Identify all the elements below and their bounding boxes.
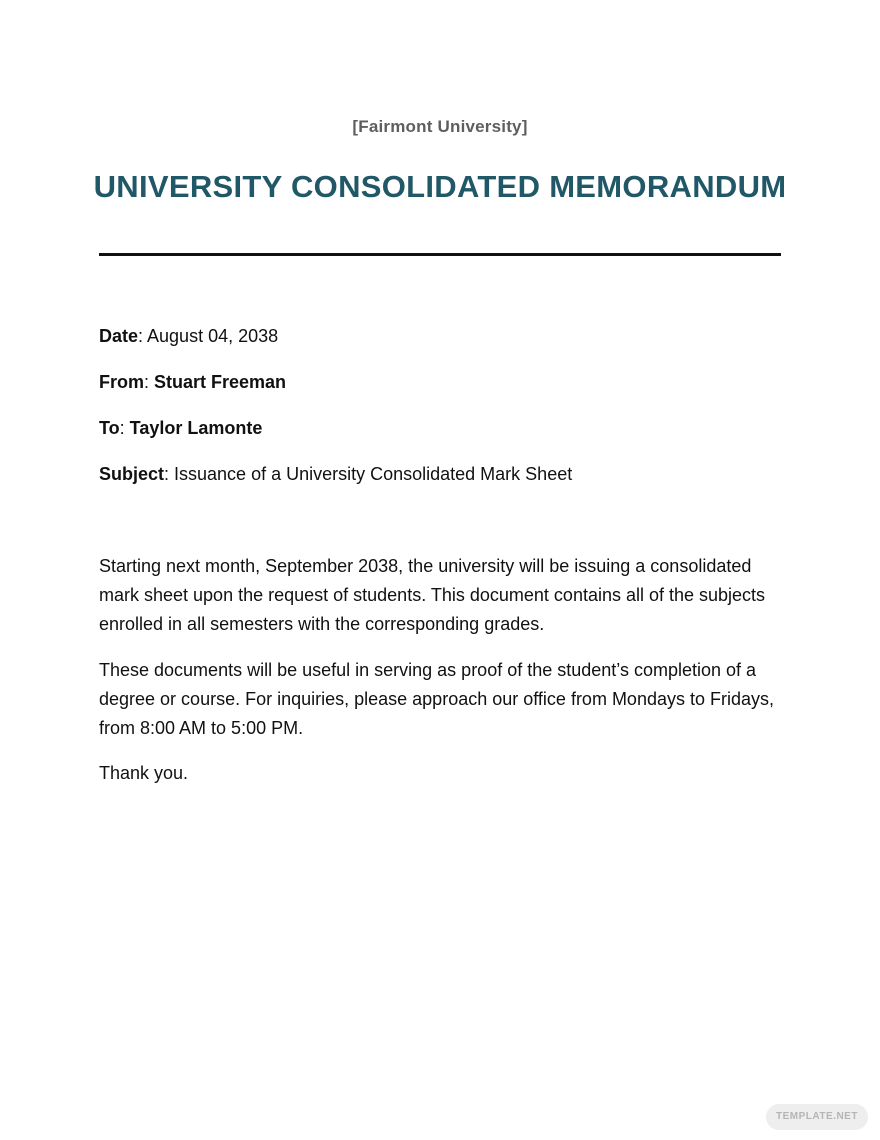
- to-value: Taylor Lamonte: [129, 418, 263, 438]
- date-label: Date: [99, 326, 139, 346]
- from-field: [99, 370, 286, 394]
- to-label: To: [99, 418, 120, 438]
- date-field: [99, 324, 278, 348]
- to-field: [99, 416, 262, 440]
- closing-line: Thank you.: [99, 763, 189, 783]
- to-separator: :: [119, 418, 130, 438]
- memo-title: UNIVERSITY CONSOLIDATED MEMORANDUM: [93, 169, 787, 204]
- body-paragraph-1: Starting next month, September 2038, the university will be issuing a consolidated mark sheet upon the request of students. This document contains all of the subjects enrolled in all semesters with the corresponding grades.: [99, 556, 766, 634]
- from-value: Stuart Freeman: [154, 372, 287, 392]
- from-separator: :: [144, 372, 155, 392]
- subject-label: Subject: [99, 464, 165, 484]
- title-divider: [99, 253, 781, 256]
- date-value: : August 04, 2038: [138, 326, 279, 346]
- organization-name: [Fairmont University]: [352, 117, 528, 136]
- watermark-badge: TEMPLATE.NET: [766, 1104, 868, 1130]
- body-paragraph-2: These documents will be useful in serving as proof of the student’s completion of a degree or course. For inquiries, please approach our office from Mondays to Fridays, from 8:00 AM to 5:00 PM.: [99, 660, 774, 738]
- subject-value: : Issuance of a University Consolidated Mark Sheet: [164, 464, 573, 484]
- subject-field: [99, 462, 572, 486]
- from-label: From: [99, 372, 144, 392]
